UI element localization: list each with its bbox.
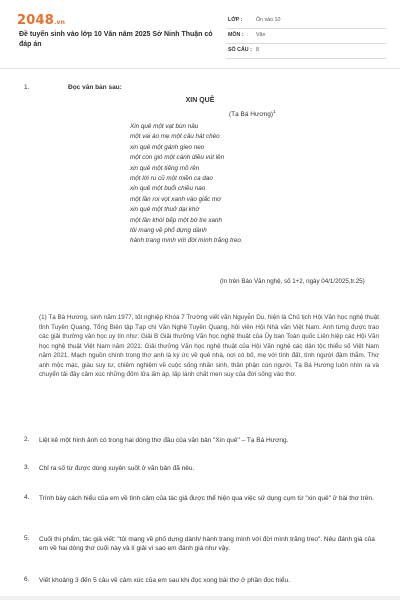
- poem-source: (In trên Báo Văn nghệ, số 1+2, ngày 04/1/2025,tr.25): [220, 278, 365, 285]
- meta-value: Ôn vào 10: [256, 17, 281, 23]
- author-footnote-mark: 1: [273, 109, 276, 114]
- poem-line: một lần khói bếp một bờ tre xanh: [130, 216, 223, 224]
- question-number: 1.: [24, 84, 30, 91]
- meta-row-count: [226, 44, 386, 59]
- poem-line: hành trang mình với đời mình trăng treo.: [130, 237, 243, 245]
- meta-value: Văn: [256, 32, 266, 38]
- question-number: 2.: [24, 436, 30, 443]
- reading-lead: Đọc văn bản sau:: [68, 84, 122, 91]
- poem-line: một lời ru cũ một miền ca dao: [130, 175, 213, 183]
- question-text: Cuối thi phẩm, tác giả viết: "tôi mang về phố dựng dành/ hành trang mình với đời mình trăng treo". Nêu đánh giá của em về hai dòng thơ cuối này và lí giải vì sao em đánh giá như vậy.: [39, 536, 375, 552]
- poem-author: [229, 109, 276, 118]
- poem-line: một vai áo mẹ một câu hát chèo: [130, 133, 220, 141]
- poem-title: XIN QUÊ: [185, 97, 215, 104]
- poem-line: một lần roi vọt xanh vào giấc mơ: [130, 195, 221, 203]
- question-number: 5.: [24, 535, 30, 542]
- poem-line: Xin quê một vạt bùn nâu: [130, 123, 199, 130]
- meta-label: LỚP :: [228, 17, 243, 23]
- logo-main: 2048: [17, 13, 54, 28]
- question-text: Viết khoảng 3 đến 5 câu về cảm xúc của em sau khi đọc xong bài thơ ở phần đọc hiểu.: [39, 577, 290, 584]
- author-note: (1) Tạ Bá Hương, sinh năm 1977, tốt nghiệp Khóa 7 Trường viết văn Nguyễn Du, hiện là Chủ tịch Hội Văn học nghệ thuật tỉnh Tuyên Quang, Tổng Biên tập Tạp chí Văn Nghệ Tuyên Quang, hội viên Hội Nhà văn Việt Nam. Anh từng được trao các giải thưởng văn học uy tín như: Giải B Giải thưởng Văn học nghệ thuật của Ủy ban Toàn quốc Liên hiệp các Hội Văn học nghệ thuật Việt Nam năm 2021: Giải thưởng Văn học nghệ thuật của Hội Văn nghệ các dân tộc thiểu số Việt Nam năm 2021. Mạch nguồn chính trong thơ anh là ký ức về quê nhà, nơi có bố, mẹ với tình đất, tình người đậm thắm. Thơ anh mộc mạc, giàu suy tư, chiêm nghiệm về cuộc sống nhân sinh, thân phận con người. Tạ Bá Hương luôn nhìn ra và chuyển tải đầy cảm xúc những đốm lửa ấm áp, lấp lánh chất men suy của đời sống vào thơ.: [39, 314, 379, 378]
- meta-row-class: [226, 14, 386, 29]
- poem-body: [130, 122, 243, 247]
- question-text: Chỉ ra số từ được dùng xuyên suốt ở văn bản đã nêu.: [39, 465, 195, 472]
- meta-row-subject: [226, 29, 386, 44]
- poem-line: xin quê một tiếng mõ rền: [130, 164, 200, 172]
- question-number: 4.: [24, 494, 30, 501]
- header: [0, 0, 400, 68]
- bottom-scroll-edge: [0, 596, 400, 600]
- poem-line: tôi mang về phố dựng dành: [130, 227, 207, 235]
- question-text: Liệt kê một hình ảnh có trong hai dòng thơ đầu của văn bản "Xin quê" – Tạ Bá Hương.: [39, 437, 289, 444]
- poem-line: một con gió một cánh diều vút lên: [130, 154, 225, 162]
- meta-value: 8: [256, 47, 259, 53]
- poem-line: xin quê một thuở dại khờ: [130, 206, 200, 214]
- author-name: (Tạ Bá Hương): [229, 111, 274, 119]
- meta-label: SỐ CÂU :: [228, 47, 252, 53]
- meta-table: [226, 14, 386, 59]
- meta-label: MÔN :: [228, 32, 244, 38]
- question-number: 6.: [24, 576, 30, 583]
- question-number: 3.: [24, 464, 30, 471]
- poem-line: xin quê một buổi chiều nao: [130, 185, 206, 193]
- site-logo[interactable]: [17, 13, 65, 28]
- question-text: Trình bày cách hiểu của em về tình cảm của tác giả được thể hiện qua việc sử dụng cụm từ "xin quê" ở bài thơ trên.: [39, 495, 374, 502]
- poem-line: xin quê một gánh gieo neo: [130, 143, 205, 151]
- page-title: Đề tuyển sinh vào lớp 10 Văn năm 2025 Sở Ninh Thuận có đáp án: [19, 31, 213, 48]
- logo-sub: .vn: [53, 19, 66, 26]
- header-divider: [0, 68, 400, 69]
